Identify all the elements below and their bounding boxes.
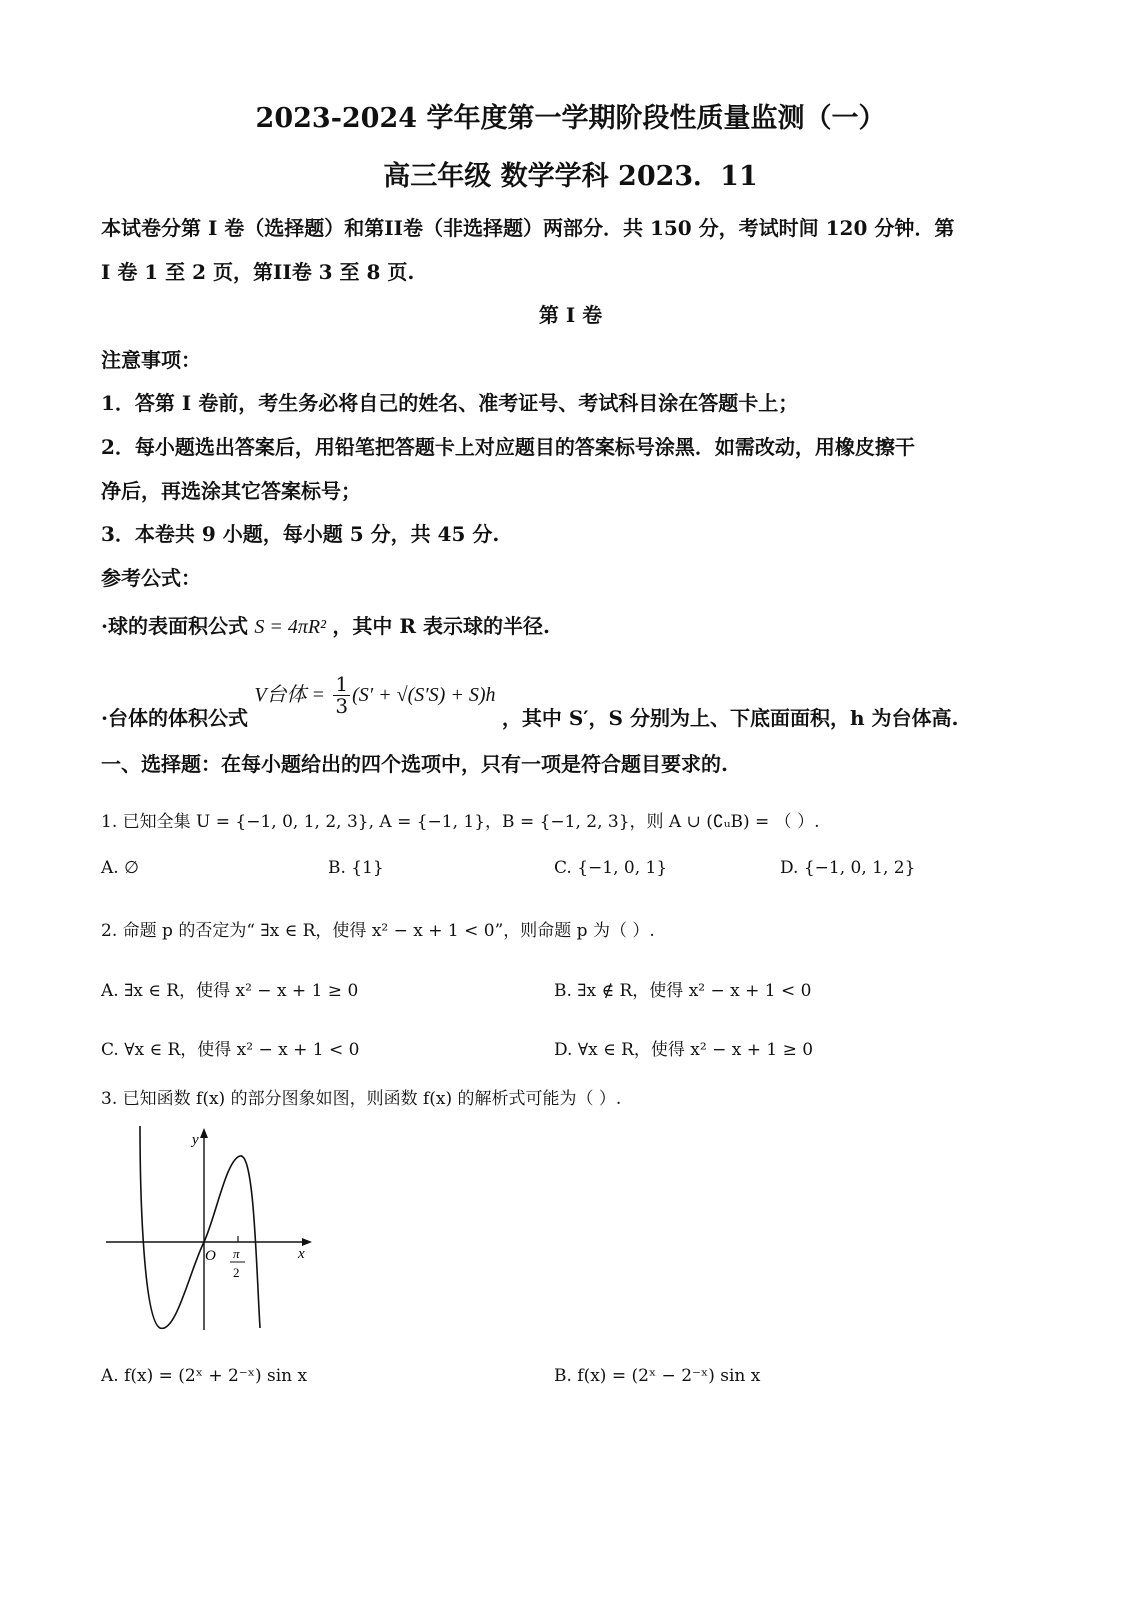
notice-item-1: 1．答第 I 卷前，考生务必将自己的姓名、准考证号、考试科目涂在答题卡上；: [101, 391, 799, 415]
frustum-lhs: V台体 =: [254, 684, 326, 706]
sphere-formula-line: [101, 610, 550, 639]
function-curve: [140, 1126, 260, 1328]
notice-item-2-line-2: 净后，再选涂其它答案标号；: [101, 479, 361, 503]
question-3-stem: 3. 已知函数 f(x) 的部分图象如图，则函数 f(x) 的解析式可能为（ ）.: [101, 1089, 622, 1109]
question-3-option-a[interactable]: A. f(x) = (2ˣ + 2⁻ˣ) sin x: [101, 1366, 308, 1386]
frustum-rhs: (S′ + √(S′S) + S)h: [352, 684, 496, 706]
y-axis-arrow: [200, 1128, 208, 1138]
origin-label: O: [205, 1248, 216, 1264]
question-3-option-b[interactable]: B. f(x) = (2ˣ − 2⁻ˣ) sin x: [554, 1366, 761, 1386]
x-axis-arrow: [302, 1238, 312, 1246]
question-1-stem: 1. 已知全集 U = {−1, 0, 1, 2, 3}, A = {−1, 1}，B = {−1, 2, 3}，则 A ∪ (∁ᵤB) = （ ）.: [101, 812, 820, 832]
question-2-stem: 2. 命题 p 的否定为“ ∃x ∈ R，使得 x² − x + 1 < 0”，则命题 p 为（ ）.: [101, 921, 655, 941]
section-title: 第 I 卷: [538, 303, 603, 327]
question-1-option-c[interactable]: C. {−1, 0, 1}: [554, 858, 668, 878]
notice-item-3: 3．本卷共 9 小题，每小题 5 分，共 45 分.: [101, 522, 500, 546]
question-1-option-d[interactable]: D. {−1, 0, 1, 2}: [780, 858, 916, 878]
exam-title: 2023-2024 学年度第一学期阶段性质量监测（一）: [255, 103, 886, 134]
exam-subtitle: 高三年级 数学学科 2023．11: [383, 161, 758, 192]
intro-line-1: 本试卷分第 I 卷（选择题）和第II卷（非选择题）两部分．共 150 分，考试时间 120 分钟．第: [101, 216, 955, 240]
tick-label-2: 2: [233, 1265, 240, 1280]
question-2-option-a[interactable]: A. ∃x ∈ R，使得 x² − x + 1 ≥ 0: [101, 981, 359, 1001]
sphere-formula: S = 4πR²: [254, 616, 327, 638]
formulas-heading: 参考公式：: [101, 566, 201, 590]
question-2-option-d[interactable]: D. ∀x ∈ R，使得 x² − x + 1 ≥ 0: [554, 1040, 814, 1060]
question-1-option-b[interactable]: B. {1}: [328, 858, 384, 878]
one-third-fraction: $\frac{1}{3}$: [335, 672, 349, 718]
x-axis-label: x: [298, 1246, 305, 1262]
function-graph: [100, 1120, 330, 1340]
notice-heading: 注意事项：: [101, 348, 201, 372]
notice-item-2-line-1: 2．每小题选出答案后，用铅笔把答题卡上对应题目的答案标号涂黑．如需改动，用橡皮擦干: [101, 435, 915, 459]
tick-label-pi: π: [233, 1246, 240, 1261]
frustum-formula-line: [101, 672, 959, 730]
part1-heading: 一、选择题：在每小题给出的四个选项中，只有一项是符合题目要求的.: [101, 752, 728, 776]
sphere-prefix: ·球的表面积公式: [101, 614, 248, 638]
question-2-option-b[interactable]: B. ∃x ∉ R，使得 x² − x + 1 < 0: [554, 981, 812, 1001]
frustum-suffix: ，其中 S′，S 分别为上、下底面面积，h 为台体高.: [501, 706, 959, 730]
sphere-suffix: ，其中 R 表示球的半径.: [332, 614, 550, 638]
y-axis-label: y: [192, 1132, 199, 1148]
question-1-option-a[interactable]: A. ∅: [101, 858, 139, 878]
frustum-prefix: ·台体的体积公式: [101, 706, 248, 730]
intro-line-2: I 卷 1 至 2 页，第II卷 3 至 8 页.: [101, 260, 415, 284]
question-2-option-c[interactable]: C. ∀x ∈ R，使得 x² − x + 1 < 0: [101, 1040, 360, 1060]
